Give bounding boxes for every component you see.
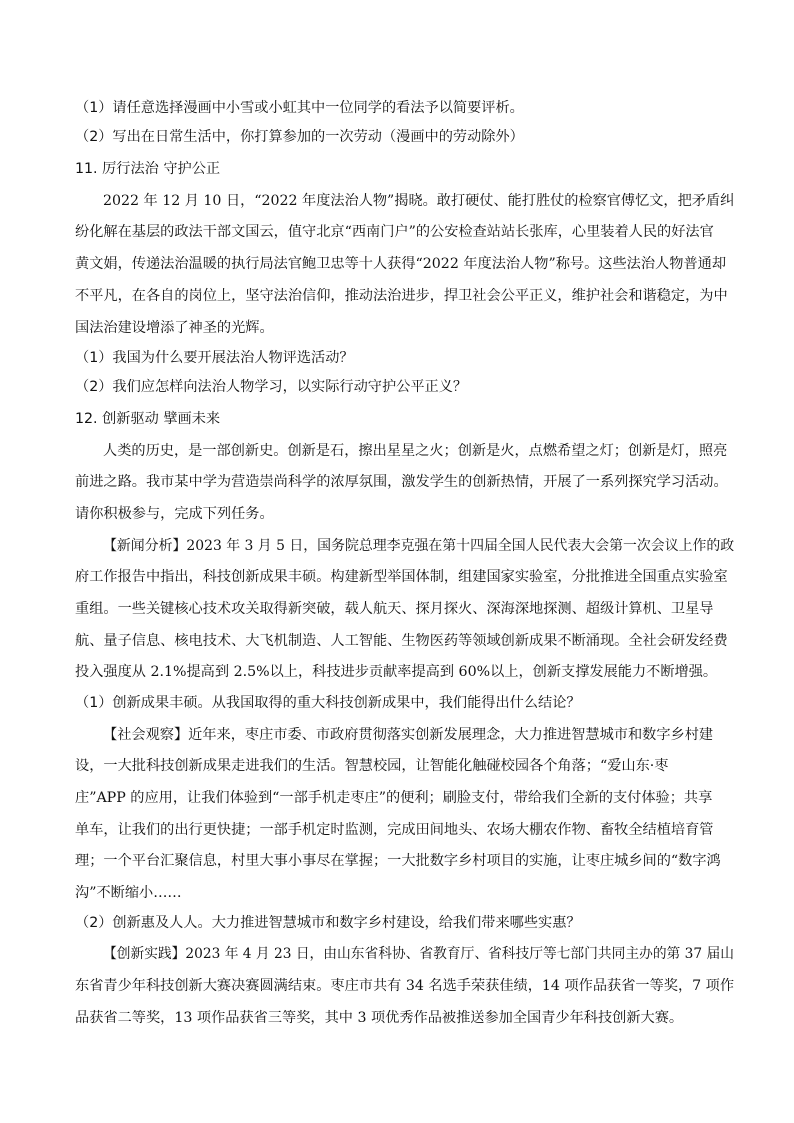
paragraph-line: 2022 年 12 月 10 日，“2022 年度法治人物”揭晓。敢打硬仗、能打胜仗的检察官傅忆文，把矛盾纠 — [103, 193, 735, 209]
paragraph-line: 航、量子信息、核电技术、大飞机制造、人工智能、生物医药等领域创新成果不断涌现。全社会研发经费 — [75, 633, 728, 649]
paragraph-line: 单车，让我们的出行更快捷；一部手机定时监测，完成田间地头、农场大棚农作物、畜牧全结植培育管 — [75, 822, 714, 838]
section-heading: 12. 创新驱动 擘画未来 — [75, 411, 221, 427]
paragraph-line: 请你积极参与，完成下列任务。 — [75, 506, 274, 522]
question-line: （1）我国为什么要开展法治人物评选活动？ — [75, 350, 354, 366]
paragraph-line: 黄文娟，传递法治温暖的执行局法官鲍卫忠等十人获得“2022 年度法治人物”称号。这些法治人物普通却 — [75, 256, 727, 272]
paragraph-line: 纷化解在基层的政法干部文国云，值守北京“西南门户”的公安检查站站长张库，心里装着人民的好法官 — [75, 224, 714, 240]
paragraph-line: 品获省二等奖，13 项作品获省三等奖，其中 3 项优秀作品被推送参加全国青少年科技创新大赛。 — [75, 1010, 684, 1026]
paragraph-line: 人类的历史，是一部创新史。创新是石，擦出星星之火；创新是火，点燃希望之灯；创新是灯，照亮 — [103, 443, 728, 459]
question-line: （2）创新惠及人人。大力推进智慧城市和数字乡村建设，给我们带来哪些实惠？ — [75, 915, 581, 931]
question-line: （1）创新成果丰硕。从我国取得的重大科技创新成果中，我们能得出什么结论？ — [75, 695, 581, 711]
paragraph-line: 东省青少年科技创新大赛决赛圆满结束。枣庄市共有 34 名选手荣获佳绩，14 项作品获省一等奖，7 项作 — [75, 978, 735, 994]
paragraph-line: 庄”APP 的应用，让我们体验到“一部手机走枣庄”的便利；刷脸支付，带给我们全新的支付体验；共享 — [75, 790, 713, 806]
paragraph-line: 沟”不断缩小…… — [75, 885, 182, 901]
paragraph-line: 设，一大批科技创新成果走进我们的生活。智慧校园，让智能化触碰校园各个角落；“爱山东·枣 — [75, 758, 669, 774]
question-line: （2）我们应怎样向法治人物学习，以实际行动守护公平正义？ — [75, 379, 468, 395]
paragraph-line: 府工作报告中指出，科技创新成果丰硕。构建新型举国体制，组建国家实验室，分批推进全国重点实验室 — [75, 569, 728, 585]
section-heading: 11. 厉行法治 守护公正 — [75, 161, 221, 177]
question-line: （1）请任意选择漫画中小雪或小虹其中一位同学的看法予以简要评析。 — [75, 100, 524, 116]
paragraph-line: 国法治建设增添了神圣的光辉。 — [75, 320, 274, 336]
paragraph-line: 投入强度从 2.1%提高到 2.5%以上，科技进步贡献率提高到 60%以上，创新支撑发展能力不断增强。 — [75, 664, 718, 680]
paragraph-line: 【创新实践】2023 年 4 月 23 日，由山东省科协、省教育厅、省科技厅等七部门共同主办的第 37 届山 — [103, 946, 734, 962]
paragraph-line: 前进之路。我市某中学为营造崇尚科学的浓厚氛围，激发学生的创新热情，开展了一系列探究学习活动。 — [75, 474, 728, 490]
paragraph-line: 不平凡，在各自的岗位上，坚守法治信仰，推动法治进步，捍卫社会公平正义，维护社会和谐稳定，为中 — [75, 288, 728, 304]
paragraph-line: 重组。一些关键核心技术攻关取得新突破，载人航天、探月探火、深海深地探测、超级计算机、卫星导 — [75, 601, 714, 617]
paragraph-line: 【社会观察】近年来，枣庄市委、市政府贯彻落实创新发展理念，大力推进智慧城市和数字乡村建 — [103, 727, 714, 743]
paragraph-line: 【新闻分析】2023 年 3 月 5 日，国务院总理李克强在第十四届全国人民代表大会第一次会议上作的政 — [103, 538, 735, 554]
question-line: （2）写出在日常生活中，你打算参加的一次劳动（漫画中的劳动除外） — [75, 129, 524, 145]
paragraph-line: 理；一个平台汇聚信息，村里大事小事尽在掌握；一大批数字乡村项目的实施，让枣庄城乡间的“数字鸿 — [75, 853, 721, 869]
